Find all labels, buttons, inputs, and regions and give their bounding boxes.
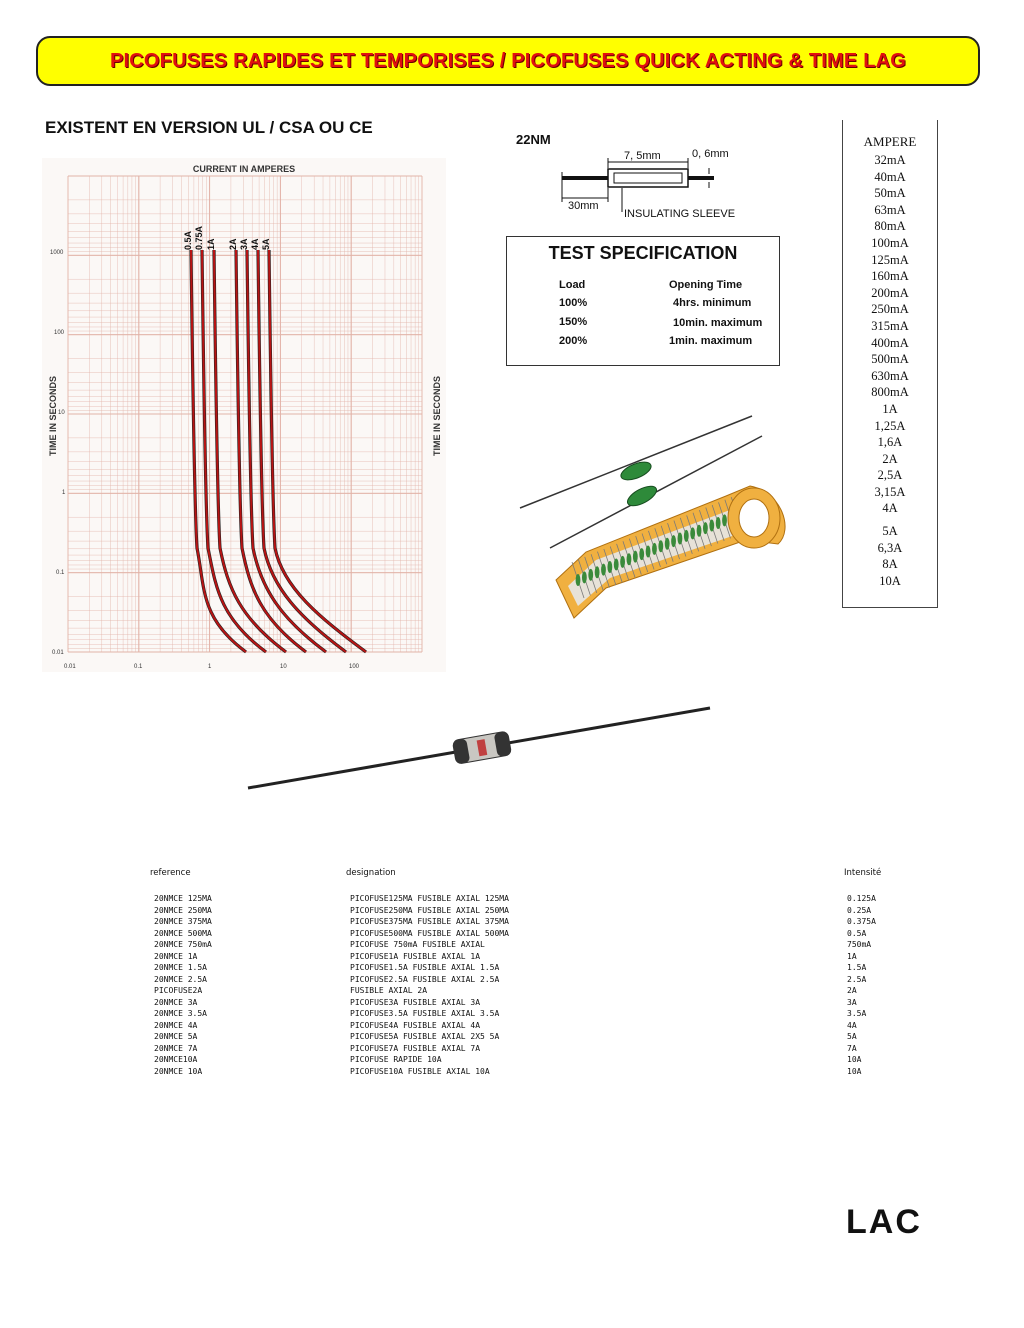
intensite-cell: 2A — [847, 986, 857, 995]
ampere-value: 315mA — [871, 318, 909, 333]
designation-cell: PICOFUSE125MA FUSIBLE AXIAL 125MA — [350, 894, 509, 903]
table-row — [150, 1044, 890, 1056]
ampere-value: 125mA — [871, 252, 909, 267]
intensite-cell: 750mA — [847, 940, 872, 949]
spec-load-200: 200% — [559, 335, 588, 347]
intensite-cell: 1.5A — [847, 963, 867, 972]
reference-cell: 20NMCE 1.5A — [154, 963, 207, 972]
intensite-cell: 3.5A — [847, 1009, 867, 1018]
chart-y-label-left: TIME IN SECONDS — [48, 375, 58, 457]
ampere-value: 6,3A — [877, 540, 903, 555]
table-row — [150, 894, 890, 906]
ampere-value: 80mA — [874, 219, 906, 234]
reference-cell: 20NMCE 2.5A — [154, 974, 207, 984]
reference-cell: 20NMCE 4A — [154, 1020, 198, 1030]
y-tick-label: 10 — [58, 410, 65, 416]
body-length-label: 7, 5mm — [624, 150, 661, 162]
curve-label-2A: 2A — [228, 238, 238, 250]
x-tick-label: 100 — [349, 664, 360, 670]
reference-cell: 20NMCE 125MA — [154, 894, 212, 903]
chart-y-label-right: TIME IN SECONDS — [432, 375, 442, 457]
ampere-value: 800mA — [871, 385, 909, 400]
ampere-ratings-box — [842, 120, 938, 608]
designation-cell: PICOFUSE RAPIDE 10A — [350, 1055, 442, 1064]
ampere-value: 10A — [879, 573, 901, 588]
x-tick-label: 0.1 — [134, 664, 143, 670]
table-row — [150, 975, 890, 987]
curve-label-1A: 1A — [206, 238, 216, 250]
ampere-value: 1,6A — [877, 435, 903, 450]
taped-fuses-image — [516, 410, 796, 634]
reference-cell: 20NMCE 10A — [154, 1066, 203, 1076]
curve-label-4A: 4A — [250, 238, 260, 250]
ampere-value: 2,5A — [877, 468, 903, 483]
designation-cell: PICOFUSE3.5A FUSIBLE AXIAL 3.5A — [350, 1009, 500, 1018]
table-row — [150, 917, 890, 929]
curve-label-0.5A: 0.5A — [183, 230, 193, 250]
designation-cell: FUSIBLE AXIAL 2A — [350, 986, 428, 995]
test-spec-title: TEST SPECIFICATION — [548, 243, 738, 263]
reference-cell: 20NMCE10A — [154, 1055, 198, 1064]
table-row — [150, 929, 890, 941]
ampere-value: 4A — [882, 501, 898, 516]
table-row — [150, 1021, 890, 1033]
designation-cell: PICOFUSE2.5A FUSIBLE AXIAL 2.5A — [350, 974, 500, 984]
designation-cell: PICOFUSE7A FUSIBLE AXIAL 7A — [350, 1043, 481, 1053]
intensite-cell: 10A — [847, 1055, 862, 1064]
col-opening-time: Opening Time — [669, 279, 743, 291]
y-tick-label: 1 — [62, 490, 66, 496]
ampere-value: 500mA — [871, 352, 909, 367]
reference-cell: 20NMCE 3.5A — [154, 1009, 207, 1018]
curve-label-0.75A: 0.75A — [194, 225, 204, 250]
table-row — [150, 1055, 890, 1067]
table-row — [150, 1032, 890, 1044]
reference-cell: 20NMCE 250MA — [154, 905, 212, 915]
designation-cell: PICOFUSE375MA FUSIBLE AXIAL 375MA — [350, 917, 509, 926]
y-tick-label: 1000 — [50, 250, 64, 256]
reference-cell: 20NMCE 7A — [154, 1043, 198, 1053]
lead-length-label: 30mm — [568, 200, 599, 212]
designation-cell: PICOFUSE 750mA FUSIBLE AXIAL — [350, 940, 485, 949]
chart-background — [42, 158, 446, 672]
intensite-cell: 1A — [847, 951, 857, 961]
intensite-cell: 4A — [847, 1020, 857, 1030]
designation-cell: PICOFUSE10A FUSIBLE AXIAL 10A — [350, 1066, 490, 1076]
intensite-cell: 5A — [847, 1032, 857, 1041]
spec-time-150: 10min. maximum — [673, 317, 763, 329]
chart-svg — [42, 158, 446, 672]
spec-time-200: 1min. maximum — [669, 335, 753, 347]
ampere-value: 250mA — [871, 302, 909, 317]
intensite-cell: 0.125A — [847, 894, 876, 903]
ampere-value: 8A — [882, 557, 898, 572]
ampere-value: 630mA — [871, 368, 909, 383]
spec-load-150: 150% — [559, 316, 588, 328]
ampere-value: 1,25A — [874, 418, 906, 433]
intensite-cell: 7A — [847, 1043, 857, 1053]
y-tick-label: 0.1 — [56, 570, 65, 576]
lead-diameter-label: 0, 6mm — [692, 148, 729, 160]
reference-cell: 20NMCE 375MA — [154, 917, 212, 926]
model-label: 22NM — [516, 132, 551, 147]
spec-time-100: 4hrs. minimum — [673, 297, 752, 309]
designation-cell: PICOFUSE3A FUSIBLE AXIAL 3A — [350, 997, 481, 1007]
title-banner — [36, 36, 980, 86]
col-header-intensite: Intensité — [844, 868, 882, 878]
col-header-reference: reference — [150, 868, 191, 878]
designation-cell: PICOFUSE5A FUSIBLE AXIAL 2X5 5A — [350, 1032, 500, 1041]
table-body — [150, 894, 890, 1078]
ampere-value: 2A — [882, 451, 898, 466]
intensite-cell: 0.375A — [847, 917, 876, 926]
ampere-value: 100mA — [871, 235, 909, 250]
table-row — [150, 963, 890, 975]
y-tick-label: 100 — [54, 330, 65, 336]
table-row — [150, 906, 890, 918]
reference-cell: PICOFUSE2A — [154, 986, 203, 995]
designation-cell: PICOFUSE4A FUSIBLE AXIAL 4A — [350, 1020, 481, 1030]
ampere-list — [843, 152, 937, 589]
reference-cell: 20NMCE 1A — [154, 951, 198, 961]
x-tick-label: 0.01 — [64, 664, 76, 670]
x-tick-label: 1 — [208, 664, 212, 670]
reference-cell: 20NMCE 5A — [154, 1032, 198, 1041]
intensite-cell: 0.25A — [847, 905, 872, 915]
ampere-value: 1A — [882, 401, 898, 416]
reference-cell: 20NMCE 500MA — [154, 928, 212, 938]
ampere-header: AMPERE — [863, 134, 917, 149]
ampere-value: 400mA — [871, 335, 909, 350]
ampere-value: 63mA — [874, 202, 906, 217]
table-row — [150, 998, 890, 1010]
spec-load-100: 100% — [559, 297, 588, 309]
col-header-designation: designation — [346, 868, 396, 878]
reference-cell: 20NMCE 750mA — [154, 940, 212, 949]
ampere-value: 5A — [882, 524, 898, 539]
sleeve-label: INSULATING SLEEVE — [624, 208, 736, 220]
subtitle: EXISTENT EN VERSION UL / CSA OU CE — [45, 118, 373, 137]
table-row — [150, 986, 890, 998]
test-spec-box — [506, 236, 780, 366]
intensite-cell: 2.5A — [847, 974, 867, 984]
ampere-value: 40mA — [874, 169, 906, 184]
intensite-cell: 3A — [847, 997, 857, 1007]
chart-top-label: CURRENT IN AMPERES — [192, 164, 296, 174]
single-fuse-image — [246, 704, 712, 796]
designation-cell: PICOFUSE1A FUSIBLE AXIAL 1A — [350, 951, 481, 961]
designation-cell: PICOFUSE500MA FUSIBLE AXIAL 500MA — [350, 928, 509, 938]
page-title: PICOFUSES RAPIDES ET TEMPORISES / PICOFUSES QUICK ACTING & TIME LAG — [109, 49, 907, 72]
ampere-value: 32mA — [874, 153, 906, 167]
curve-label-5A: 5A — [261, 238, 271, 250]
ampere-value: 200mA — [871, 285, 909, 300]
designation-cell: PICOFUSE1.5A FUSIBLE AXIAL 1.5A — [350, 963, 500, 972]
ampere-value: 50mA — [874, 186, 906, 201]
intensite-cell: 10A — [847, 1066, 862, 1076]
designation-cell: PICOFUSE250MA FUSIBLE AXIAL 250MA — [350, 905, 509, 915]
ampere-value: 160mA — [871, 269, 909, 284]
table-row — [150, 940, 890, 952]
table-row — [150, 1009, 890, 1021]
reference-cell: 20NMCE 3A — [154, 997, 198, 1007]
x-tick-label: 10 — [280, 664, 287, 670]
lac-logo: LAC — [846, 1203, 922, 1241]
curve-label-3A: 3A — [239, 238, 249, 250]
y-tick-label: 0.01 — [52, 650, 64, 656]
table-row — [150, 1067, 890, 1079]
time-current-chart — [42, 158, 446, 672]
table-row — [150, 952, 890, 964]
ampere-value: 3,15A — [874, 484, 906, 499]
intensite-cell: 0.5A — [847, 928, 867, 938]
col-load: Load — [559, 279, 586, 291]
